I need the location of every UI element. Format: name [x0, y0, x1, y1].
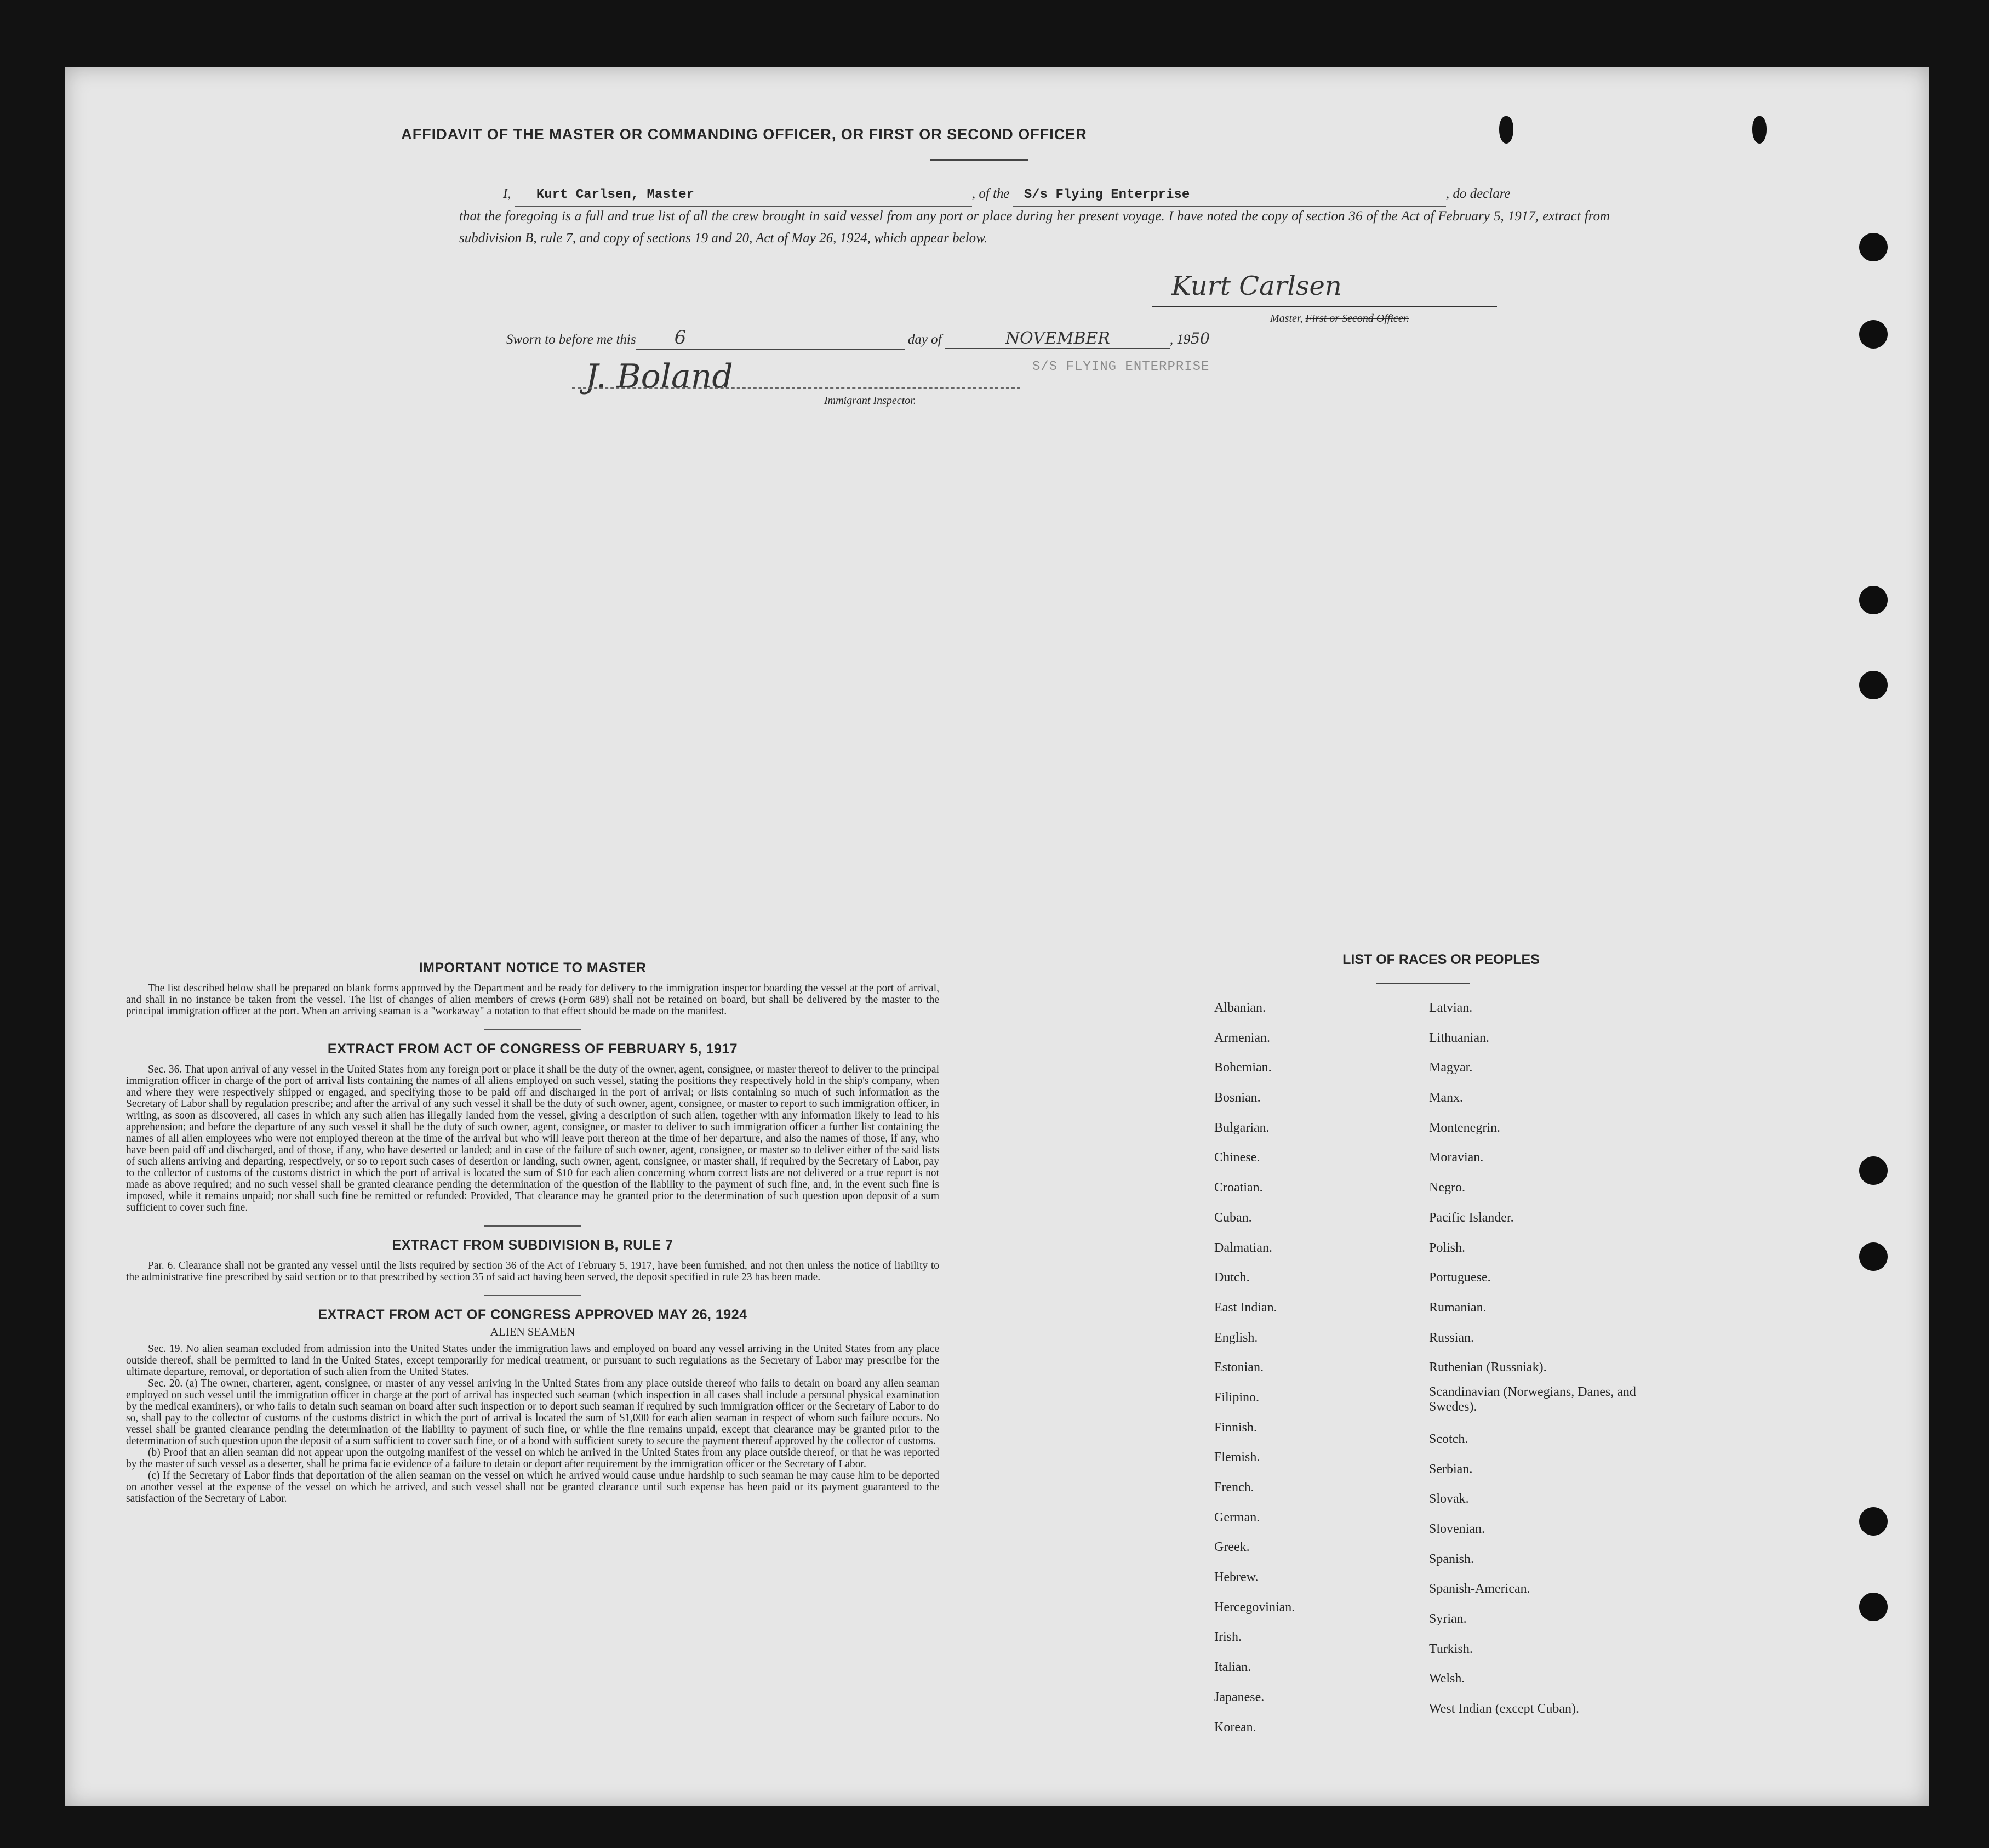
sworn-label: Sworn to before me this [506, 332, 636, 347]
rule7-text [126, 1260, 939, 1283]
extract-1917-text [126, 1064, 939, 1213]
race-item: Chinese. [1214, 1150, 1260, 1165]
races-column-1 [1214, 993, 1295, 1742]
race-item: Scotch. [1429, 1431, 1468, 1446]
master-caption [1270, 312, 1409, 325]
rule7-title: EXTRACT FROM SUBDIVISION B, RULE 7 [392, 1237, 673, 1253]
race-item: Korean. [1214, 1720, 1256, 1735]
sworn-day-field: 6 [636, 327, 905, 350]
binder-hole [1859, 586, 1888, 614]
sec-36-paragraph: Sec. 36. That upon arrival of any vessel in the United States from any foreign port or place it shall be the duty of the owner, agent, consignee, or master thereof to deliver to the principal immigration officer in charge of the port of arrival lists containing the names of all aliens employed on such vessel, stating the positions they respectively hold in the ship's company, when and where they were respectively shipped or engaged, and specifying those to be paid off and discharged in the port of arrival; or lists containing so much of such information as the Secretary of Labor shall by regulation prescribe; and after the arrival of any such vessel it shall be the duty of such owner, agent, consignee, or master to report to such immigration officer, in writing, as soon as discovered, all cases in which any such alien has illegally landed from the vessel, giving a description of such alien, together with any information likely to lead to his apprehension; and before the departure of any such vessel it shall be the duty of such owner, agent, consignee, or master to deliver to such immigration officer a further list containing the names of all alien employees who were not employed thereon at the time of the arrival but who will leave port thereon at the time of her departure, and also the names of those, if any, who have been paid off and discharged, and of those, if any, who have deserted or landed; and in case of the failure of such owner, agent, consignee, or master so to deliver either of the said lists of such aliens arriving and departing, respectively, or so to report such cases of desertion or landing, such owner, agent, consignee, or master shall, if required by the Secretary of Labor, pay to the collector of customs of the customs district in which the port of arrival is located the sum of $10 for each alien concerning whom correct lists are not delivered or a true report is not made as above required; and no such vessel shall be granted clearance pending the determination of the question of the liability to the payment of such fine, and, in the event such fine is imposed, while it remains unpaid; nor shall such fine be remitted or refunded: Provided, That clearance may be granted prior to the determination of such question upon deposit of a sum sufficient to cover such fine. [126, 1064, 939, 1213]
race-item: Lithuanian. [1429, 1030, 1489, 1045]
par-6-paragraph: Par. 6. Clearance shall not be granted any vessel until the lists required by section 36 of the Act of February 5, 1917, have been furnished, and not then unless the notice of liability to the administrative fine prescribed by said section or to that prescribed by section 35 of said act having been served, the deposit specified in rule 23 has been made. [126, 1260, 939, 1283]
race-item: Pacific Islander. [1429, 1210, 1514, 1225]
race-item: Welsh. [1429, 1672, 1465, 1686]
races-column-2 [1429, 993, 1637, 1724]
alien-seamen-subtitle: ALIEN SEAMEN [490, 1325, 575, 1338]
race-item: Cuban. [1214, 1210, 1252, 1225]
notice-text [126, 983, 939, 1017]
affidavit-title: AFFIDAVIT OF THE MASTER OR COMMANDING OFFICER, OR FIRST OR SECOND OFFICER [401, 126, 1087, 142]
race-item: Russian. [1429, 1330, 1474, 1345]
do-declare-label: , do declare [1445, 186, 1511, 201]
master-signature: Kurt Carlsen [1171, 271, 1342, 301]
race-item: Turkish. [1429, 1641, 1473, 1656]
race-item: Filipino. [1214, 1390, 1260, 1405]
notice-title: IMPORTANT NOTICE TO MASTER [419, 960, 647, 976]
sec-20a-paragraph: Sec. 20. (a) The owner, charterer, agent, consignee, or master of any vessel arriving in the United States from any place outside thereof who fails to detain on board any alien seaman employed on such vessel until the immigration officer in charge at the port of arrival has inspected such seaman (which inspection in all cases shall include a personal physical examination by the medical examiners), or who fails to detain such seaman on board after such inspection or to deport such seaman if required by such immigration officer or the Secretary of Labor to do so, shall pay to the collector of customs of the customs district in which the port of arrival is located the sum of $1,000 for each alien seaman in respect of whom such failure occurs. No vessel shall be granted clearance pending the determination of the liability to payment of such fine, or while the fine remains unpaid, except that clearance may be granted prior to the determination of such question upon the deposit of a sum sufficient to cover such fine, or of a bond with sufficient surety to secure the payment thereof approved by the collector of customs. [126, 1378, 939, 1447]
race-item: Ruthenian (Russniak). [1429, 1360, 1547, 1375]
declaration-text: that the foregoing is a full and true list of all the crew brought in said vessel from any port or place during her present voyage. I have noted the copy of section 36 of the Act of February 5, 1917, extract from subdivision B, rule 7, and copy of sections 19 and 20, Act of May 26, 1924, which appear below. [459, 209, 1610, 246]
race-item: German. [1214, 1510, 1260, 1525]
extract-1924-text [126, 1343, 939, 1504]
sec-20c-paragraph: (c) If the Secretary of Labor finds that deportation of the alien seaman on the vessel on which he arrived would cause undue hardship to such seaman he may cause him to be deported on another vessel at the expense of the vessel on which he arrived, and such vessel shall not be granted clearance until such expense has been paid or its payment guaranteed to the satisfaction of the Secretary of Labor. [126, 1470, 939, 1504]
race-item: Irish. [1214, 1630, 1242, 1645]
race-item: Latvian. [1429, 1001, 1473, 1015]
race-item: Armenian. [1214, 1030, 1270, 1045]
races-divider [1376, 983, 1470, 984]
extract-1924-title: EXTRACT FROM ACT OF CONGRESS APPROVED MAY 26, 1924 [318, 1307, 747, 1322]
sec-20b-paragraph: (b) Proof that an alien seaman did not appear upon the outgoing manifest of the vessel on which he arrived in the United States from any place outside thereof, or that he was reported by the master of such vessel as a deserter, shall be prima facie evidence of a failure to detain or deport after requirement by the immigration officer or the Secretary of Labor. [126, 1447, 939, 1470]
races-title: LIST OF RACES OR PEOPLES [1342, 952, 1540, 967]
master-caption-label: Master, [1270, 312, 1303, 324]
master-name-field: Kurt Carlsen, Master [515, 184, 972, 207]
i-label: I, [503, 186, 511, 201]
year-prefix: , 19 [1169, 332, 1191, 347]
extract-1917-divider [484, 1225, 581, 1227]
binder-hole [1859, 1156, 1888, 1185]
race-item: Flemish. [1214, 1450, 1260, 1465]
vessel-name-field: S/s Flying Enterprise [1013, 184, 1446, 207]
race-item: Estonian. [1214, 1360, 1264, 1375]
master-signature-line [1152, 306, 1497, 307]
race-item: Hercegovinian. [1214, 1600, 1295, 1615]
binder-hole [1859, 1593, 1888, 1621]
year-field: 50 [1190, 329, 1210, 347]
race-item: Scandinavian (Norwegians, Danes, and Swedes). [1429, 1384, 1636, 1414]
extract-1917-title: EXTRACT FROM ACT OF CONGRESS OF FEBRUARY 5, 1917 [327, 1041, 738, 1057]
binder-hole [1859, 233, 1888, 261]
document-page [65, 67, 1929, 1806]
race-item: Bulgarian. [1214, 1120, 1270, 1135]
race-item: Montenegrin. [1429, 1120, 1500, 1135]
race-item: Dutch. [1214, 1270, 1250, 1285]
race-item: English. [1214, 1330, 1258, 1345]
race-item: Polish. [1429, 1240, 1466, 1255]
inspector-signature: J. Boland [585, 357, 733, 396]
race-item: Spanish-American. [1429, 1582, 1530, 1596]
race-item: Negro. [1429, 1180, 1465, 1195]
race-item: Dalmatian. [1214, 1240, 1272, 1255]
race-item: Slovak. [1429, 1492, 1469, 1507]
race-item: Bosnian. [1214, 1091, 1261, 1105]
race-item: Syrian. [1429, 1612, 1467, 1627]
race-item: Hebrew. [1214, 1570, 1259, 1585]
race-item: Greek. [1214, 1540, 1250, 1555]
race-item: Finnish. [1214, 1420, 1258, 1435]
day-of-label: day of [907, 332, 942, 347]
race-item: West Indian (except Cuban). [1429, 1702, 1579, 1716]
race-item: Japanese. [1214, 1690, 1265, 1704]
ink-spot [1752, 116, 1767, 144]
sworn-month-field: NOVEMBER [945, 329, 1170, 349]
race-item: Spanish. [1429, 1552, 1474, 1566]
title-divider [930, 159, 1028, 161]
declaration-row [503, 183, 1610, 207]
binder-hole [1859, 1242, 1888, 1271]
race-item: Serbian. [1429, 1462, 1473, 1476]
binder-hole [1859, 1507, 1888, 1536]
race-item: Italian. [1214, 1660, 1251, 1675]
of-the-label: , of the [971, 186, 1010, 201]
race-item: Portuguese. [1429, 1270, 1491, 1285]
binder-hole [1859, 320, 1888, 349]
struck-officer-label: First or Second Officer. [1305, 312, 1409, 324]
race-item: East Indian. [1214, 1300, 1277, 1315]
inspector-caption: Immigrant Inspector. [824, 395, 916, 407]
race-item: Croatian. [1214, 1180, 1263, 1195]
race-item: Moravian. [1429, 1150, 1484, 1165]
notice-divider [484, 1029, 581, 1030]
race-item: Bohemian. [1214, 1060, 1272, 1075]
race-item: French. [1214, 1480, 1254, 1495]
race-item: Rumanian. [1429, 1300, 1487, 1315]
inspector-signature-line [572, 387, 1020, 389]
notice-paragraph: The list described below shall be prepared on blank forms approved by the Department and be ready for delivery to the immigration inspector boarding the vessel at the port of arrival, and shall in no instance be taken from the vessel. The list of changes of alien members of crews (Form 689) shall not be retained on board, but shall be delivered by the master to the principal immigration officer at the port. When an arriving seaman is a "workaway" a notation to that effect should be made on the manifest. [126, 983, 939, 1017]
ink-spot [1499, 116, 1513, 144]
binder-hole [1859, 671, 1888, 699]
sworn-row [506, 327, 1210, 350]
rule7-divider [484, 1295, 581, 1296]
race-item: Manx. [1429, 1091, 1463, 1105]
race-item: Albanian. [1214, 1001, 1266, 1015]
legal-notices [126, 960, 939, 1504]
vessel-stamp: S/S FLYING ENTERPRISE [1032, 360, 1210, 374]
race-item: Magyar. [1429, 1060, 1473, 1075]
sec-19-paragraph: Sec. 19. No alien seaman excluded from admission into the United States under the immigration laws and employed on board any vessel arriving in the United States from any place outside thereof, shall be permitted to land in the United States, except temporarily for medical treatment, or pursuant to such regulations as the Secretary of Labor may prescribe for the ultimate departure, removal, or deportation of such alien from the United States. [126, 1343, 939, 1378]
race-item: Slovenian. [1429, 1522, 1485, 1536]
